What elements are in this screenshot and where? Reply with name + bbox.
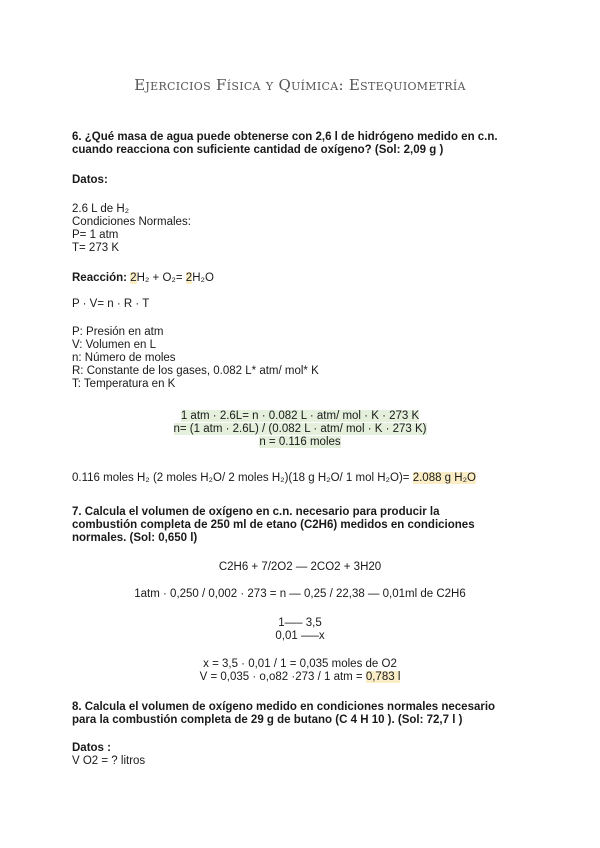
calc-line: V = 0,035 · o,o82 ·273 / 1 atm = — [199, 671, 366, 683]
datos-label: Datos: — [72, 174, 108, 186]
final-calc-block — [72, 658, 528, 684]
datos-list — [72, 203, 528, 255]
datos-item: P= 1 atm — [72, 229, 119, 241]
reaction-text: H₂O — [192, 272, 214, 284]
variables-list — [72, 326, 528, 391]
ratio-line: 0,01 —–x — [275, 630, 325, 642]
variable-item: T: Temperatura en K — [72, 378, 176, 390]
question-line: 8. Calcula el volumen de oxígeno medido en condiciones normales necesario — [72, 701, 496, 713]
result-value: 0,783 l — [365, 671, 401, 683]
page-title: Ejercicios Física y Química: Estequiometría — [134, 76, 466, 94]
calc-line: n= (1 atm · 2.6L) / (0.082 L · atm/ mol · K · 273 K) — [173, 423, 427, 435]
datos-item: Condiciones Normales: — [72, 216, 191, 228]
exercise-7-question — [72, 506, 528, 545]
exercise-6-question — [72, 131, 528, 157]
datos-item: 2.6 L de H₂ — [72, 203, 130, 215]
datos-item: T= 273 K — [72, 242, 119, 254]
question-line: normales. (Sol: 0,650 l) — [72, 532, 198, 544]
ideal-gas-law: P · V= n · R · T — [72, 298, 150, 310]
question-line: para la combustión completa de 29 g de butano (C 4 H 10 ). (Sol: 72,7 l ) — [72, 714, 463, 726]
variable-item: n: Número de moles — [72, 352, 176, 364]
reaction-line — [72, 272, 528, 285]
question-line: cuando reacciona con suficiente cantidad de oxígeno? (Sol: 2,09 g ) — [72, 144, 444, 156]
calc-line: 1 atm · 2.6L= n · 0.082 L · atm/ mol · K · 273 K — [180, 410, 420, 422]
variable-item: V: Volumen en L — [72, 339, 156, 351]
ratio-block — [72, 617, 528, 643]
exercise-8-question — [72, 701, 528, 727]
result-value: 2.088 g H₂O — [412, 472, 476, 484]
coefficient: 2 — [130, 272, 137, 284]
result-text: 0.116 moles H₂ (2 moles H₂O/ 2 moles H₂)(18 g H₂O/ 1 mol H₂O)= — [72, 472, 413, 484]
datos-label: Datos : — [72, 742, 111, 754]
variable-item: P: Presión en atm — [72, 326, 164, 338]
question-line: combustión completa de 250 ml de etano (C2H6) medidos en condiciones — [72, 519, 475, 531]
reaction-text: H₂ + O₂= — [136, 272, 186, 284]
calc-line: n = 0.116 moles — [259, 436, 341, 448]
ratio-line: 1—– 3,5 — [278, 617, 322, 629]
calc-line: x = 3,5 · 0,01 / 1 = 0,035 moles de O2 — [203, 658, 397, 670]
result-line — [72, 472, 528, 485]
datos-item: V O2 = ? litros — [72, 755, 146, 767]
coefficient: 2 — [185, 272, 193, 284]
variable-item: R: Constante de los gases, 0.082 L* atm/ mol* K — [72, 365, 319, 377]
reaction-label: Reacción: — [72, 272, 127, 284]
calculation-block — [72, 410, 528, 449]
calc-line: 1atm · 0,250 / 0,002 · 273 = n — 0,25 / 22,38 — 0,01ml de C2H6 — [134, 588, 466, 600]
question-line: 7. Calcula el volumen de oxígeno en c.n. necesario para producir la — [72, 506, 440, 518]
question-line: 6. ¿Qué masa de agua puede obtenerse con 2,6 l de hidrógeno medido en c.n. — [72, 131, 498, 143]
combustion-equation: C2H6 + 7/2O2 — 2CO2 + 3H20 — [218, 561, 382, 573]
